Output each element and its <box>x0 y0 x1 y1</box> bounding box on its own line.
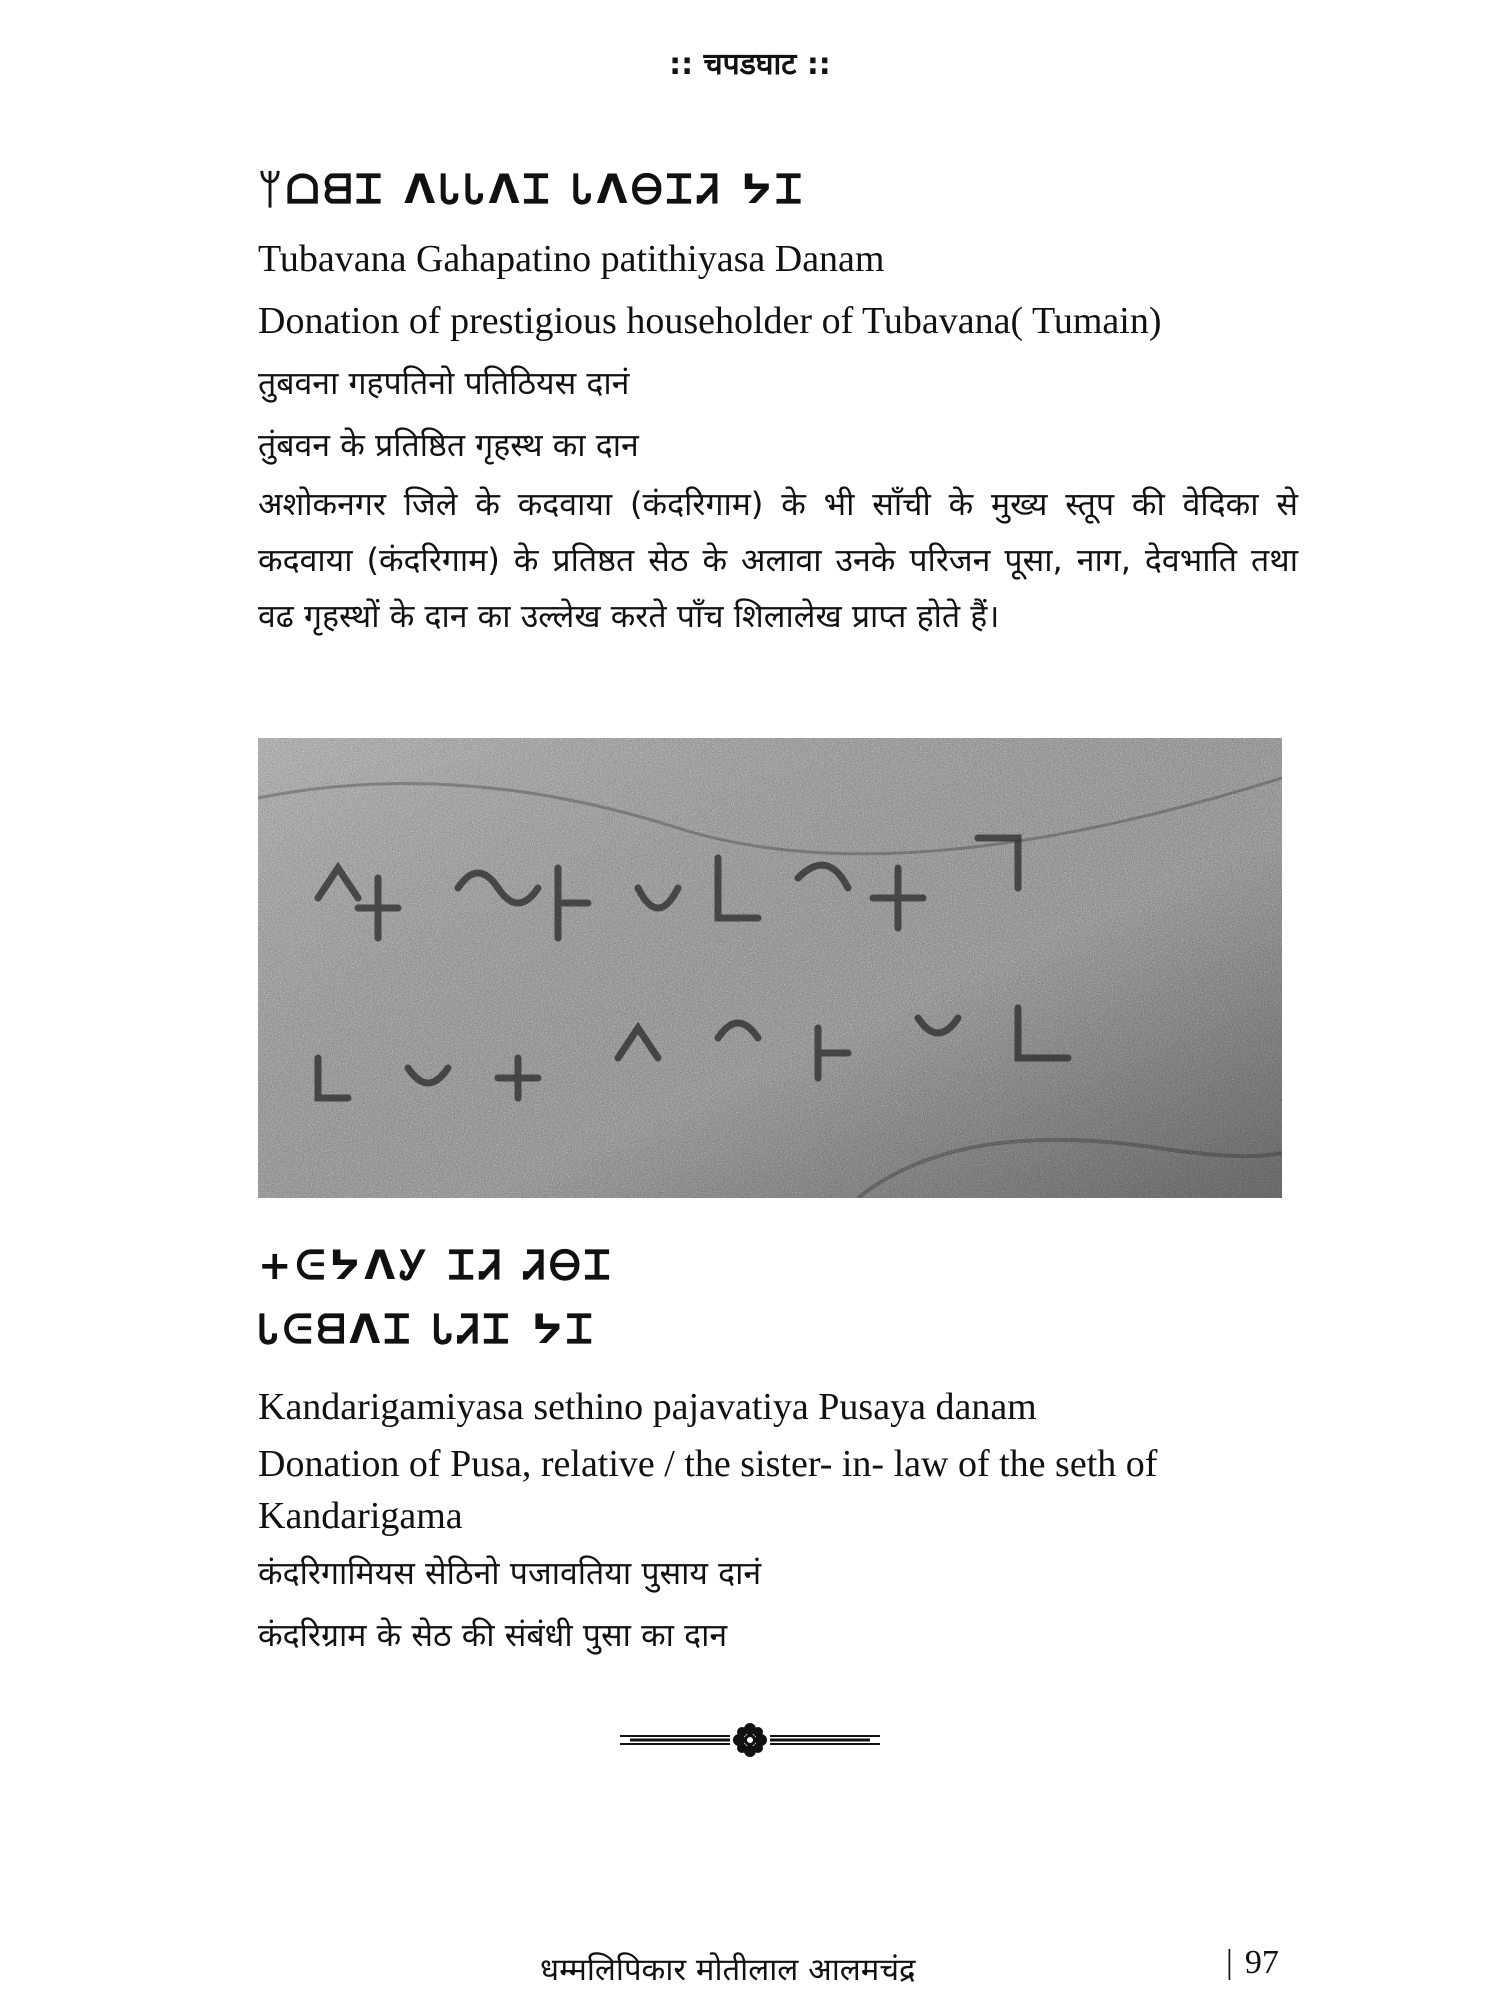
section-2 <box>258 1238 1298 1666</box>
english-translation: Donation of Pusa, relative / the sister- in- law of the seth of Kandarigama <box>258 1443 1158 1537</box>
page-number-value: 97 <box>1244 1944 1279 1981</box>
transliteration: Kandarigamiyasa sethino pajavatiya Pusaya danam <box>258 1386 1037 1428</box>
stone-texture-image <box>258 738 1282 1198</box>
page-number <box>1226 1944 1279 1982</box>
hindi-meaning: कंदरिग्राम के सेठ की संबंधी पुसा का दान <box>258 1616 728 1654</box>
description-paragraph: अशोकनगर जिले के कदवाया (कंदरिगाम) के भी साँची के मुख्य स्तूप की वेदिका से कदवाया (कंदरिगाम) के प्रतिष्ठत सेठ के अलावा उनके परिजन पूसा, नाग, देवभाति तथा वढ गृहस्थों के दान का उल्लेख करते पाँच शिलालेख प्राप्त होते हैं। <box>258 485 1298 635</box>
flower-divider-icon <box>620 1722 880 1758</box>
page-number-separator: | <box>1226 1944 1233 1981</box>
hindi-transliteration: कंदरिगामियस सेठिनो पजावतिया पुसाय दानं <box>258 1554 762 1592</box>
brahmi-inscription-line-1: +ᕮᔭᐱᎩ ᏆᏘ ᏘᎾᏆ <box>258 1243 615 1289</box>
brahmi-inscription-line: ᛘᗝᗺᏆ ᐱᏓᏓᐱᏆ ᏓᐱᎾᏆᏘ ᔭᏆ <box>258 167 807 213</box>
running-header: :: चपडघाट :: <box>669 47 831 82</box>
footer-title: धम्मलिपिकार मोतीलाल आलमचंद्र <box>540 1952 916 1988</box>
inscription-photo <box>258 738 1282 1198</box>
hindi-meaning: तुंबवन के प्रतिष्ठित गृहस्थ का दान <box>258 426 639 464</box>
english-translation: Donation of prestigious householder of Tubavana( Tumain) <box>258 300 1162 342</box>
brahmi-inscription-line-2: ᏓᕮᗺᐱᏆ ᏓᏘᏆ ᔭᏆ <box>258 1307 598 1353</box>
hindi-transliteration: तुबवना गहपतिनो पतिठियस दानं <box>258 364 630 402</box>
transliteration: Tubavana Gahapatino patithiyasa Danam <box>258 238 885 280</box>
section-1 <box>258 162 1298 644</box>
